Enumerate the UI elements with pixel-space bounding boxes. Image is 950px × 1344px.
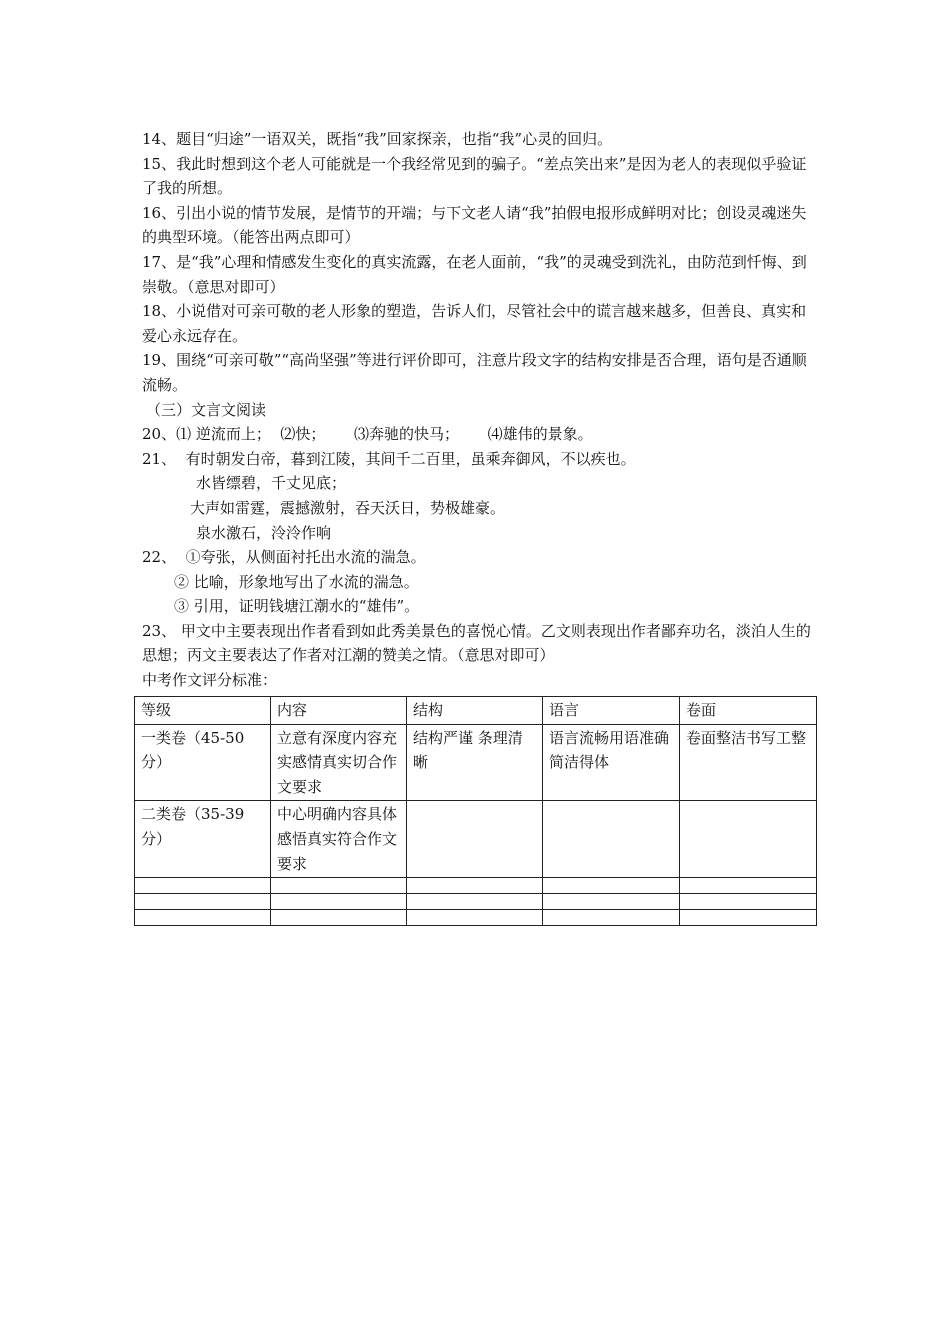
table-cell <box>680 910 817 926</box>
table-row <box>135 801 817 878</box>
table-cell <box>271 910 407 926</box>
table-cell <box>543 910 680 926</box>
answer-18: 18、小说借对可亲可敬的老人形象的塑造，告诉人们，尽管社会中的谎言越来越多，但善良、真实和爱心永远存在。 <box>142 302 807 345</box>
table-empty-row <box>135 894 817 910</box>
table-caption: 中考作文评分标准： <box>142 671 278 690</box>
answer-21-line: 水皆缥碧，千丈见底； <box>196 474 347 493</box>
section-title: （三）文言文阅读 <box>146 400 267 419</box>
table-cell <box>271 894 407 910</box>
table-cell <box>543 878 680 894</box>
table-empty-row <box>135 878 817 894</box>
table-cell: 一类卷（45-50分） <box>135 724 271 801</box>
table-cell <box>135 894 271 910</box>
table-cell: 结构严谨 条理清晰 <box>407 724 543 801</box>
answer-21-head: 21、 有时朝发白帝，暮到江陵，其间千二百里，虽乘奔御风，不以疾也。 <box>142 449 636 468</box>
table-cell <box>271 878 407 894</box>
answer-17: 17、是“我”心理和情感发生变化的真实流露，在老人面前，“我”的灵魂受到洗礼，由防范到忏悔、到崇敬。（意思对即可） <box>142 252 807 296</box>
header-cell: 内容 <box>271 697 407 725</box>
table-cell <box>543 801 680 878</box>
table-cell <box>543 894 680 910</box>
table-cell: 二类卷（35-39分） <box>135 801 271 878</box>
table-cell <box>680 894 817 910</box>
table-row <box>135 724 817 801</box>
answer-content <box>142 127 818 693</box>
answer-14: 14、题目“归途”一语双关，既指“我”回家探亲，也指“我”心灵的回归。 <box>142 130 613 148</box>
table-cell: 卷面整洁书写工整 <box>680 724 817 801</box>
table-cell <box>135 910 271 926</box>
header-cell: 等级 <box>135 697 271 725</box>
table-cell: 中心明确内容具体感悟真实符合作文要求 <box>271 801 407 878</box>
answer-23: 23、 甲文中主要表现出作者看到如此秀美景色的喜悦心情。乙文则表现出作者鄙弃功名，淡泊人生的思想；丙文主要表达了作者对江潮的赞美之情。（意思对即可） <box>142 621 811 665</box>
answer-15: 15、我此时想到这个老人可能就是一个我经常见到的骗子。“差点笑出来”是因为老人的表现似乎验证了我的所想。 <box>142 154 807 198</box>
answer-16: 16、引出小说的情节发展，是情节的开端；与下文老人请“我”拍假电报形成鲜明对比；创设灵魂迷失的典型环境。（能答出两点即可） <box>142 203 807 247</box>
table-cell <box>680 801 817 878</box>
table-cell <box>407 910 543 926</box>
table-cell <box>135 878 271 894</box>
header-cell: 卷面 <box>680 697 817 725</box>
answer-22-line: ② 比喻，形象地写出了水流的湍急。 <box>174 572 419 591</box>
header-cell: 结构 <box>407 697 543 725</box>
answer-21-line: 大声如雷霆，震撼激射，吞天沃日，势极雄豪。 <box>190 498 506 517</box>
grading-table <box>134 696 817 926</box>
answer-22-head: 22、 ①夸张，从侧面衬托出水流的湍急。 <box>142 548 426 567</box>
table-cell <box>680 878 817 894</box>
table-header-row <box>135 697 817 725</box>
answer-22-line: ③ 引用，证明钱塘江潮水的“雄伟”。 <box>174 597 420 616</box>
table-cell <box>407 878 543 894</box>
answer-19: 19、围绕“可亲可敬”“高尚坚强”等进行评价即可，注意片段文字的结构安排是否合理，语句是否通顺流畅。 <box>142 351 807 394</box>
header-cell: 语言 <box>543 697 680 725</box>
table-empty-row <box>135 910 817 926</box>
table-cell <box>407 894 543 910</box>
table-cell <box>407 801 543 878</box>
answer-21-line: 泉水激石，泠泠作响 <box>196 523 332 542</box>
answer-20: 20、⑴ 逆流而上； ⑵快； ⑶奔驰的快马； ⑷雄伟的景象。 <box>142 425 593 444</box>
table-cell: 立意有深度内容充实感情真实切合作文要求 <box>271 724 407 801</box>
table-cell: 语言流畅用语准确简洁得体 <box>543 724 680 801</box>
